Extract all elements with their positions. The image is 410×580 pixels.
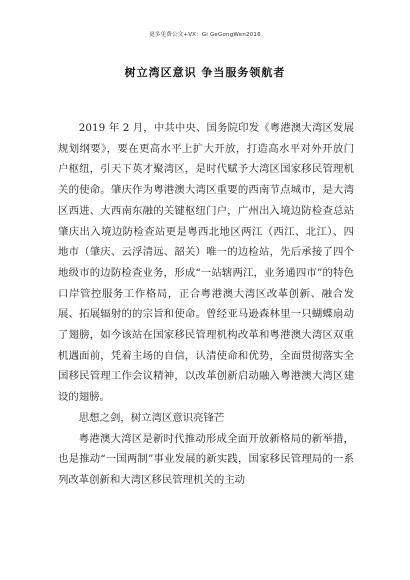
document-body [58,118,354,491]
header-note: 更多免费公文+VX：Gi GeGongWen2016 [149,32,261,38]
document-title: 树立湾区意识 争当服务领航者 [124,66,286,79]
paragraph-1: 2019 年 2 月，中共中央、国务院印发《粤港澳大湾区发展规划纲要》，要在更高水平上扩大开放，打造高水平对外开放门户枢纽，引天下英才聚湾区，是时代赋予大湾区国家移民管理机关的使命。肇庆作为粤港澳大湾区重要的西南节点城市，是大湾区西进、大西南东融的关键枢纽门户，广州出入境边防检查总站肇庆出入境边防检查站更是粤西北地区两江（西江、北江）、四地市（肇庆、云浮清远、韶关）唯一的边检站，先后承接了四个地级市的边防检查业务，形成“一站辖两江，业务通四市”的特色口岸管控服务工作格局，正合粤港澳大湾区改革创新、融合发展、拓展辐射的的宗旨和使命。曾经亚马逊森林里一只蝴蝶扇动了翅膀，如今该站在国家移民管理机构改革和粤港澳大湾区双重机遇面前，凭着主场的自信，认清使命和优势，全面贯彻落实全国移民管理工作会议精神，以改革创新启动融入粤港澳大湾区建设的翅膀。 [58,122,354,404]
paragraph-2-subheading: 思想之剑，树立湾区意识亮锋芒 [78,411,225,424]
paragraph-3: 粤港澳大湾区是新时代推动形成全面开放新格局的新举措，也是推动“一国两制”事业发展的新实践，国家移民管理局的一系列改革创新和大湾区移民管理机关的主动 [58,432,354,486]
